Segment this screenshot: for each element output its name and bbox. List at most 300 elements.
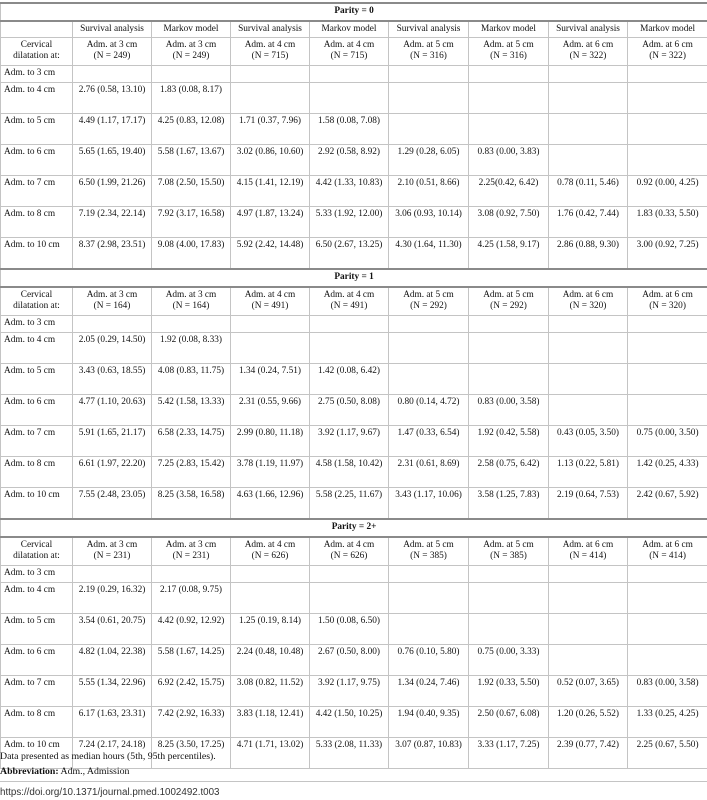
- table-cell: 2.75 (0.50, 8.08): [310, 395, 389, 426]
- admission-header-row: [1, 38, 707, 66]
- table-cell: [469, 566, 549, 583]
- admission-label: Adm. at 6 cm: [642, 540, 693, 550]
- table-cell: 1.34 (0.24, 7.51): [231, 364, 310, 395]
- admission-count: (N = 292): [410, 301, 447, 311]
- table-cell: 0.78 (0.11, 5.46): [549, 176, 628, 207]
- table-cell: 7.24 (2.17, 24.18): [73, 738, 152, 769]
- table-cell: 0.75 (0.00, 3.50): [628, 426, 707, 457]
- table-cell: [549, 333, 628, 364]
- admission-group-header: [389, 537, 469, 566]
- row-label: Adm. to 8 cm: [1, 207, 73, 238]
- admission-count: (N = 231): [172, 551, 210, 561]
- admission-label: Adm. at 4 cm: [244, 540, 296, 550]
- table-cell: [628, 645, 707, 676]
- table-row: [1, 426, 707, 457]
- table-cell: 5.92 (2.42, 14.48): [231, 238, 310, 270]
- table-cell: 3.92 (1.17, 9.67): [310, 426, 389, 457]
- table-cell: 6.17 (1.63, 23.31): [73, 707, 152, 738]
- table-cell: 0.43 (0.05, 3.50): [549, 426, 628, 457]
- table-cell: 2.19 (0.64, 7.53): [549, 488, 628, 520]
- admission-group-header: [549, 38, 628, 66]
- table-cell: 0.80 (0.14, 4.72): [389, 395, 469, 426]
- table-cell: [389, 583, 469, 614]
- table-cell: 4.77 (1.10, 20.63): [73, 395, 152, 426]
- method-header-row: [1, 21, 707, 38]
- method-header: Survival analysis: [549, 21, 628, 38]
- table-cell: [469, 583, 549, 614]
- table-cell: 3.92 (1.17, 9.75): [310, 676, 389, 707]
- table-cell: [231, 333, 310, 364]
- admission-label: Adm. at 4 cm: [244, 40, 296, 50]
- table-cell: 5.33 (2.08, 11.33): [310, 738, 389, 769]
- table-row: [1, 645, 707, 676]
- row-label: Adm. to 6 cm: [1, 395, 73, 426]
- table-cell: 6.61 (1.97, 22.20): [73, 457, 152, 488]
- table-cell: 3.58 (1.25, 7.83): [469, 488, 549, 520]
- table-cell: 2.86 (0.88, 9.30): [549, 238, 628, 270]
- table-row: [1, 333, 707, 364]
- row-label: Adm. to 8 cm: [1, 707, 73, 738]
- table-cell: [628, 614, 707, 645]
- table-cell: 5.55 (1.34, 22.96): [73, 676, 152, 707]
- table-cell: [310, 83, 389, 114]
- table-cell: 2.25 (0.67, 5.50): [628, 738, 707, 769]
- row-label: Adm. to 3 cm: [1, 66, 73, 83]
- table-row: [1, 145, 707, 176]
- footnote: Data presented as median hours (5th, 95th percentiles).: [0, 751, 216, 762]
- table-cell: [628, 83, 707, 114]
- table-cell: 2.05 (0.29, 14.50): [73, 333, 152, 364]
- table-cell: 7.92 (3.17, 16.58): [152, 207, 231, 238]
- row-label: Adm. to 7 cm: [1, 426, 73, 457]
- table-cell: 0.75 (0.00, 3.33): [469, 645, 549, 676]
- table-cell: 0.52 (0.07, 3.65): [549, 676, 628, 707]
- abbreviation-label: Abbreviation:: [0, 766, 59, 777]
- table-cell: 1.20 (0.26, 5.52): [549, 707, 628, 738]
- table-cell: [469, 614, 549, 645]
- admission-count: (N = 231): [93, 551, 131, 561]
- admission-group-header: [231, 38, 310, 66]
- parity-section-header: [1, 269, 707, 287]
- admission-group-header: [549, 287, 628, 316]
- admission-label: Adm. at 5 cm: [483, 40, 534, 50]
- admission-count: (N = 322): [649, 51, 686, 61]
- table-cell: 3.83 (1.18, 12.41): [231, 707, 310, 738]
- row-label: Adm. to 7 cm: [1, 676, 73, 707]
- admission-header-row: [1, 287, 707, 316]
- table-row: [1, 207, 707, 238]
- admission-label: Adm. at 4 cm: [323, 540, 375, 550]
- table-row: [1, 238, 707, 270]
- table-cell: [549, 364, 628, 395]
- table-cell: 1.83 (0.08, 8.17): [152, 83, 231, 114]
- table-cell: 6.50 (1.99, 21.26): [73, 176, 152, 207]
- admission-label: Adm. at 4 cm: [244, 290, 296, 300]
- table-cell: [310, 316, 389, 333]
- table-cell: 8.25 (3.50, 17.25): [152, 738, 231, 769]
- admission-count: (N = 164): [93, 301, 131, 311]
- parity-section-header: [1, 3, 707, 21]
- admission-group-header: [628, 287, 707, 316]
- table-cell: 5.91 (1.65, 21.17): [73, 426, 152, 457]
- admission-count: (N = 491): [330, 301, 368, 311]
- table-cell: [231, 83, 310, 114]
- table-cell: [152, 316, 231, 333]
- table-cell: 4.49 (1.17, 17.17): [73, 114, 152, 145]
- table-cell: 4.25 (1.58, 9.17): [469, 238, 549, 270]
- table-cell: 3.02 (0.86, 10.60): [231, 145, 310, 176]
- table-cell: [469, 364, 549, 395]
- admission-count: (N = 385): [410, 551, 447, 561]
- table-cell: 4.42 (0.92, 12.92): [152, 614, 231, 645]
- table-row: [1, 83, 707, 114]
- table-row: [1, 114, 707, 145]
- admission-count: (N = 164): [172, 301, 210, 311]
- row-label: Adm. to 4 cm: [1, 333, 73, 364]
- table-cell: 4.71 (1.71, 13.02): [231, 738, 310, 769]
- admission-label: Adm. at 3 cm: [86, 540, 138, 550]
- table-cell: 4.42 (1.50, 10.25): [310, 707, 389, 738]
- table-cell: 4.58 (1.58, 10.42): [310, 457, 389, 488]
- corner-cell: [1, 21, 73, 38]
- admission-label: Adm. at 3 cm: [86, 40, 138, 50]
- table-cell: 3.07 (0.87, 10.83): [389, 738, 469, 769]
- table-row: [1, 707, 707, 738]
- parity-title: Parity = 0: [1, 3, 707, 21]
- table-cell: [310, 566, 389, 583]
- table-cell: [549, 145, 628, 176]
- table-cell: [310, 333, 389, 364]
- table-cell: 7.55 (2.48, 23.05): [73, 488, 152, 520]
- admission-group-header: [231, 537, 310, 566]
- table-cell: [628, 333, 707, 364]
- table-cell: [73, 316, 152, 333]
- table-cell: 7.25 (2.83, 15.42): [152, 457, 231, 488]
- row-label: Adm. to 7 cm: [1, 176, 73, 207]
- table-cell: 5.58 (1.67, 14.25): [152, 645, 231, 676]
- table-cell: [152, 66, 231, 83]
- row-label: Adm. to 10 cm: [1, 238, 73, 270]
- table-cell: 2.42 (0.67, 5.92): [628, 488, 707, 520]
- table-cell: 7.19 (2.34, 22.14): [73, 207, 152, 238]
- table-cell: 1.76 (0.42, 7.44): [549, 207, 628, 238]
- admission-count: (N = 292): [490, 301, 527, 311]
- admission-label: Adm. at 6 cm: [562, 40, 614, 50]
- table-cell: [389, 316, 469, 333]
- table-cell: [469, 333, 549, 364]
- admission-label: Adm. at 3 cm: [165, 540, 217, 550]
- table-cell: 1.71 (0.37, 7.96): [231, 114, 310, 145]
- table-cell: [469, 83, 549, 114]
- table-row: [1, 566, 707, 583]
- table-cell: 3.08 (0.92, 7.50): [469, 207, 549, 238]
- table-cell: [628, 66, 707, 83]
- admission-label: Adm. at 5 cm: [403, 540, 454, 550]
- table-cell: 4.63 (1.66, 12.96): [231, 488, 310, 520]
- table-cell: 1.42 (0.08, 6.42): [310, 364, 389, 395]
- table-cell: [469, 66, 549, 83]
- table-cell: 2.76 (0.58, 13.10): [73, 83, 152, 114]
- table-row: [1, 364, 707, 395]
- table-cell: 4.97 (1.87, 13.24): [231, 207, 310, 238]
- table-cell: 3.43 (1.17, 10.06): [389, 488, 469, 520]
- table-cell: 2.39 (0.77, 7.42): [549, 738, 628, 769]
- abbreviation-text: Adm., Admission: [60, 766, 130, 777]
- method-header: Markov model: [310, 21, 389, 38]
- admission-count: (N = 491): [251, 301, 289, 311]
- row-label: Adm. to 8 cm: [1, 457, 73, 488]
- table-cell: 2.31 (0.55, 9.66): [231, 395, 310, 426]
- table-cell: 1.47 (0.33, 6.54): [389, 426, 469, 457]
- table-cell: [231, 316, 310, 333]
- table-cell: 5.42 (1.58, 13.33): [152, 395, 231, 426]
- table-cell: 3.00 (0.92, 7.25): [628, 238, 707, 270]
- table-cell: 4.42 (1.33, 10.83): [310, 176, 389, 207]
- table-cell: 6.50 (2.67, 13.25): [310, 238, 389, 270]
- method-header: Markov model: [628, 21, 707, 38]
- table-cell: 1.92 (0.42, 5.58): [469, 426, 549, 457]
- table-cell: [549, 316, 628, 333]
- table-cell: [389, 83, 469, 114]
- table-cell: [549, 114, 628, 145]
- table-cell: 5.65 (1.65, 19.40): [73, 145, 152, 176]
- table-cell: [389, 114, 469, 145]
- row-label: Adm. to 10 cm: [1, 488, 73, 520]
- table-cell: 4.82 (1.04, 22.38): [73, 645, 152, 676]
- admission-count: (N = 715): [251, 51, 289, 61]
- table-cell: [389, 614, 469, 645]
- table-cell: [628, 316, 707, 333]
- table-cell: 6.58 (2.33, 14.75): [152, 426, 231, 457]
- admission-label: Adm. at 3 cm: [86, 290, 138, 300]
- table-cell: 1.50 (0.08, 6.50): [310, 614, 389, 645]
- table-cell: 5.58 (1.67, 13.67): [152, 145, 231, 176]
- table-cell: [231, 66, 310, 83]
- admission-group-header: [549, 537, 628, 566]
- table-cell: [231, 583, 310, 614]
- admission-group-header: [152, 287, 231, 316]
- table-cell: [628, 583, 707, 614]
- table-cell: 2.25(0.42, 6.42): [469, 176, 549, 207]
- row-label: Adm. to 4 cm: [1, 83, 73, 114]
- admission-count: (N = 414): [569, 551, 607, 561]
- table-row: [1, 488, 707, 520]
- admission-label: Adm. at 6 cm: [562, 540, 614, 550]
- table-cell: [628, 395, 707, 426]
- table-cell: 2.31 (0.61, 8.69): [389, 457, 469, 488]
- admission-group-header: [231, 287, 310, 316]
- admission-label: Adm. at 5 cm: [403, 290, 454, 300]
- admission-count: (N = 316): [410, 51, 447, 61]
- admission-count: (N = 715): [330, 51, 368, 61]
- table-cell: [628, 145, 707, 176]
- admission-label: Adm. at 6 cm: [562, 290, 614, 300]
- table-cell: 1.29 (0.28, 6.05): [389, 145, 469, 176]
- parity-section-header: [1, 519, 707, 537]
- table-cell: 2.58 (0.75, 6.42): [469, 457, 549, 488]
- table-cell: [549, 395, 628, 426]
- table-cell: 2.19 (0.29, 16.32): [73, 583, 152, 614]
- admission-count: (N = 249): [93, 51, 131, 61]
- table-cell: 3.78 (1.19, 11.97): [231, 457, 310, 488]
- table-cell: 4.15 (1.41, 12.19): [231, 176, 310, 207]
- table-cell: 1.25 (0.19, 8.14): [231, 614, 310, 645]
- table-cell: 2.24 (0.48, 10.48): [231, 645, 310, 676]
- admission-label: Adm. at 3 cm: [165, 290, 217, 300]
- admission-group-header: [469, 537, 549, 566]
- table-cell: [389, 333, 469, 364]
- table-cell: 7.42 (2.92, 16.33): [152, 707, 231, 738]
- admission-count: (N = 316): [490, 51, 527, 61]
- admission-group-header: [389, 38, 469, 66]
- table-cell: [152, 566, 231, 583]
- table-cell: [628, 566, 707, 583]
- table-row: [1, 395, 707, 426]
- table-cell: [231, 566, 310, 583]
- row-label: Adm. to 5 cm: [1, 364, 73, 395]
- table-cell: 8.25 (3.58, 16.58): [152, 488, 231, 520]
- table-row: [1, 316, 707, 333]
- admission-group-header: [152, 537, 231, 566]
- table-cell: [310, 66, 389, 83]
- table-row: [1, 66, 707, 83]
- table-cell: 7.08 (2.50, 15.50): [152, 176, 231, 207]
- table-cell: 3.06 (0.93, 10.14): [389, 207, 469, 238]
- admission-count: (N = 320): [569, 301, 607, 311]
- table-cell: 2.67 (0.50, 8.00): [310, 645, 389, 676]
- table-cell: 3.43 (0.63, 18.55): [73, 364, 152, 395]
- admission-label: Adm. at 4 cm: [323, 290, 375, 300]
- table-cell: 5.58 (2.25, 11.67): [310, 488, 389, 520]
- table-cell: [628, 114, 707, 145]
- row-label: Adm. to 6 cm: [1, 645, 73, 676]
- table-cell: 1.13 (0.22, 5.81): [549, 457, 628, 488]
- table-cell: [469, 316, 549, 333]
- admission-group-header: [469, 38, 549, 66]
- admission-group-header: [73, 287, 152, 316]
- table-cell: 0.83 (0.00, 3.58): [469, 395, 549, 426]
- method-header: Survival analysis: [389, 21, 469, 38]
- row-label: Adm. to 5 cm: [1, 114, 73, 145]
- table-row: [1, 583, 707, 614]
- table-cell: 4.25 (0.83, 12.08): [152, 114, 231, 145]
- method-header: Survival analysis: [73, 21, 152, 38]
- table-cell: [549, 66, 628, 83]
- admission-label: Adm. at 3 cm: [165, 40, 217, 50]
- table-cell: [389, 566, 469, 583]
- admission-count: (N = 414): [649, 551, 686, 561]
- parity-title: Parity = 2+: [1, 519, 707, 537]
- table-cell: 1.58 (0.08, 7.08): [310, 114, 389, 145]
- table-cell: 1.42 (0.25, 4.33): [628, 457, 707, 488]
- table-cell: [73, 566, 152, 583]
- row-label: Adm. to 3 cm: [1, 566, 73, 583]
- table-cell: 2.17 (0.08, 9.75): [152, 583, 231, 614]
- admission-label: Adm. at 5 cm: [403, 40, 454, 50]
- row-label: Adm. to 10 cm: [1, 738, 73, 769]
- admission-count: (N = 626): [251, 551, 289, 561]
- dilatation-header: Cervical dilatation at:: [1, 287, 73, 316]
- admission-label: Adm. at 5 cm: [483, 540, 534, 550]
- table-cell: [389, 364, 469, 395]
- footer-divider: [0, 781, 707, 782]
- table-cell: 1.94 (0.40, 9.35): [389, 707, 469, 738]
- dilatation-header: Cervical dilatation at:: [1, 38, 73, 66]
- abbreviation-note: [0, 766, 707, 777]
- admission-label: Adm. at 5 cm: [483, 290, 534, 300]
- table-row: [1, 176, 707, 207]
- table-cell: 8.37 (2.98, 23.51): [73, 238, 152, 270]
- admission-header-row: [1, 537, 707, 566]
- admission-group-header: [152, 38, 231, 66]
- table-cell: [549, 83, 628, 114]
- method-header: Markov model: [469, 21, 549, 38]
- table-cell: [549, 614, 628, 645]
- table-cell: 1.83 (0.33, 5.50): [628, 207, 707, 238]
- table-cell: 0.83 (0.00, 3.58): [628, 676, 707, 707]
- table-cell: 0.76 (0.10, 5.80): [389, 645, 469, 676]
- table-cell: [310, 583, 389, 614]
- admission-group-header: [389, 287, 469, 316]
- results-table: [0, 2, 707, 769]
- table-cell: 5.33 (1.92, 12.00): [310, 207, 389, 238]
- table-cell: 6.92 (2.42, 15.75): [152, 676, 231, 707]
- row-label: Adm. to 5 cm: [1, 614, 73, 645]
- admission-count: (N = 385): [490, 551, 527, 561]
- admission-count: (N = 626): [330, 551, 368, 561]
- dilatation-header: Cervical dilatation at:: [1, 537, 73, 566]
- table-cell: [73, 66, 152, 83]
- table-cell: 2.50 (0.67, 6.08): [469, 707, 549, 738]
- table-cell: 1.34 (0.24, 7.46): [389, 676, 469, 707]
- table-cell: 1.92 (0.08, 8.33): [152, 333, 231, 364]
- table-cell: [469, 114, 549, 145]
- admission-label: Adm. at 4 cm: [323, 40, 375, 50]
- table-cell: 1.33 (0.25, 4.25): [628, 707, 707, 738]
- table-cell: 4.30 (1.64, 11.30): [389, 238, 469, 270]
- method-header: Survival analysis: [231, 21, 310, 38]
- table-cell: 2.99 (0.80, 11.18): [231, 426, 310, 457]
- table-cell: [549, 583, 628, 614]
- table-row: [1, 457, 707, 488]
- table-cell: [549, 645, 628, 676]
- admission-count: (N = 322): [569, 51, 607, 61]
- table-row: [1, 614, 707, 645]
- method-header: Markov model: [152, 21, 231, 38]
- table-cell: 0.92 (0.00, 4.25): [628, 176, 707, 207]
- table-cell: 3.08 (0.82, 11.52): [231, 676, 310, 707]
- parity-title: Parity = 1: [1, 269, 707, 287]
- doi-link[interactable]: https://doi.org/10.1371/journal.pmed.1002492.t003: [0, 787, 220, 798]
- table-cell: [389, 66, 469, 83]
- admission-count: (N = 249): [172, 51, 210, 61]
- admission-group-header: [73, 537, 152, 566]
- admission-group-header: [310, 537, 389, 566]
- row-label: Adm. to 3 cm: [1, 316, 73, 333]
- table-cell: 2.92 (0.58, 8.92): [310, 145, 389, 176]
- table-cell: 3.33 (1.17, 7.25): [469, 738, 549, 769]
- row-label: Adm. to 6 cm: [1, 145, 73, 176]
- table-cell: 9.08 (4.00, 17.83): [152, 238, 231, 270]
- table-row: [1, 676, 707, 707]
- table-cell: 2.10 (0.51, 8.66): [389, 176, 469, 207]
- admission-count: (N = 320): [649, 301, 686, 311]
- table-cell: 0.83 (0.00, 3.83): [469, 145, 549, 176]
- row-label: Adm. to 4 cm: [1, 583, 73, 614]
- admission-group-header: [469, 287, 549, 316]
- admission-group-header: [310, 287, 389, 316]
- admission-group-header: [628, 38, 707, 66]
